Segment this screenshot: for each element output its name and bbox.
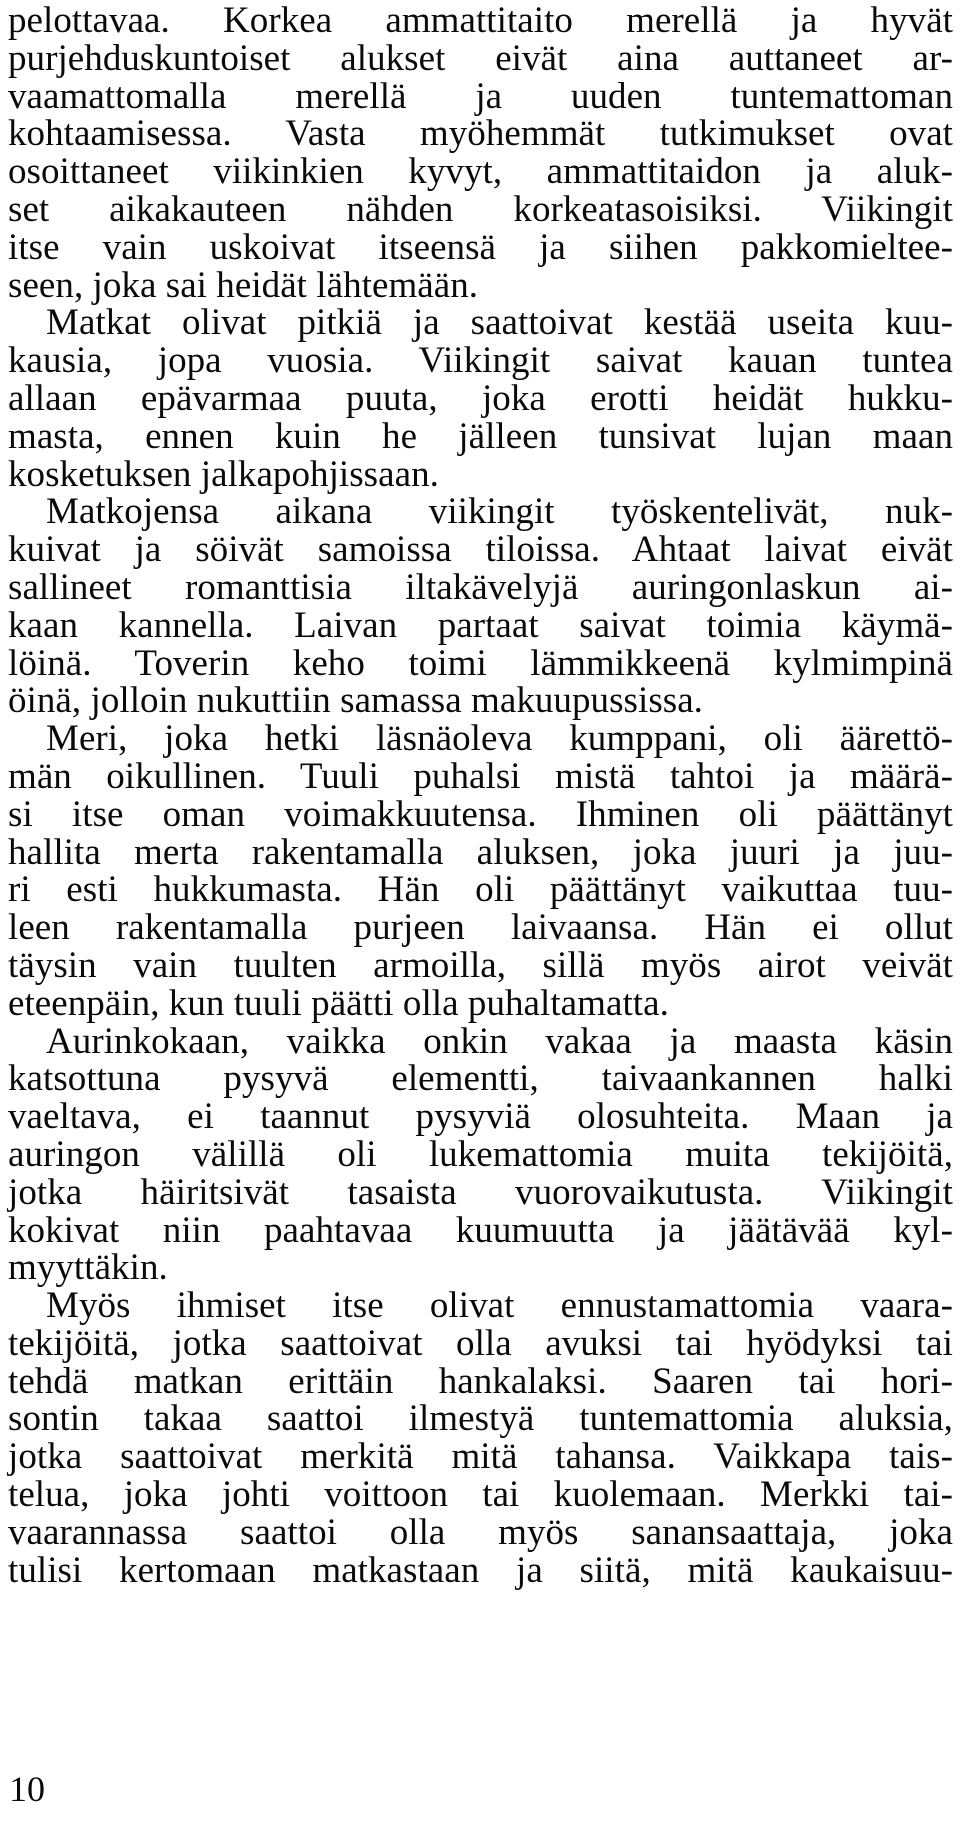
- body-text: [8, 2, 953, 1589]
- text-line: telua, joka johti voittoon tai kuolemaan. Merkki tai-: [8, 1474, 953, 1516]
- text-line: myyttäkin.: [8, 1247, 168, 1289]
- text-line: si itse oman voimakkuutensa. Ihminen oli päättänyt: [8, 793, 953, 835]
- text-line: hallita merta rakentamalla aluksen, joka juuri ja juu-: [8, 831, 953, 873]
- text-line: kuivat ja söivät samoissa tiloissa. Ahtaat laivat eivät: [8, 529, 953, 571]
- text-line: tulisi kertomaan matkastaan ja siitä, mitä kaukaisuu-: [8, 1549, 953, 1591]
- text-line: män oikullinen. Tuuli puhalsi mistä tahtoi ja määrä-: [8, 755, 953, 797]
- text-line: osoittaneet viikinkien kyvyt, ammattitaidon ja aluk-: [8, 151, 953, 193]
- text-line: katsottuna pysyvä elementti, taivaankannen halki: [8, 1058, 953, 1100]
- text-line: kohtaamisessa. Vasta myöhemmät tutkimukset ovat: [8, 113, 953, 155]
- text-line: ri esti hukkumasta. Hän oli päättänyt vaikuttaa tuu-: [8, 869, 953, 911]
- text-line: jotka saattoivat merkitä mitä tahansa. Vaikkapa tais-: [8, 1436, 953, 1478]
- text-line: allaan epävarmaa puuta, joka erotti heidät hukku-: [8, 377, 953, 419]
- text-line: jotka häiritsivät tasaista vuorovaikutusta. Viikingit: [8, 1171, 953, 1213]
- text-line: itse vain uskoivat itseensä ja siihen pakkomieltee-: [8, 226, 953, 268]
- text-line: löinä. Toverin keho toimi lämmikkeenä kylmimpinä: [8, 642, 953, 684]
- text-line: tekijöitä, jotka saattoivat olla avuksi tai hyödyksi tai: [8, 1322, 953, 1364]
- text-line: Aurinkokaan, vaikka onkin vakaa ja maasta käsin: [46, 1020, 953, 1062]
- book-page: [6, 0, 954, 1821]
- text-line: eteenpäin, kun tuuli päätti olla puhaltamatta.: [8, 982, 669, 1024]
- text-line: sallineet romanttisia iltakävelyjä auringonlaskun ai-: [8, 566, 953, 608]
- text-line: Matkojensa aikana viikingit työskentelivät, nuk-: [46, 491, 953, 533]
- text-line: auringon välillä oli lukemattomia muita tekijöitä,: [8, 1133, 953, 1175]
- text-line: set aikakauteen nähden korkeatasoisiksi. Viikingit: [8, 188, 953, 230]
- text-line: täysin vain tuulten armoilla, sillä myös airot veivät: [8, 944, 953, 986]
- text-line: kausia, jopa vuosia. Viikingit saivat kauan tuntea: [8, 340, 953, 382]
- text-line: pelottavaa. Korkea ammattitaito merellä ja hyvät: [8, 0, 953, 41]
- text-line: Myös ihmiset itse olivat ennustamattomia vaara-: [46, 1285, 953, 1327]
- text-line: purjehduskuntoiset alukset eivät aina auttaneet ar-: [8, 37, 953, 79]
- text-line: vaamattomalla merellä ja uuden tuntemattoman: [8, 75, 953, 117]
- text-line: Matkat olivat pitkiä ja saattoivat kestää useita kuu-: [46, 302, 953, 344]
- text-line: kaan kannella. Laivan partaat saivat toimia käymä-: [8, 604, 953, 646]
- text-line: sontin takaa saattoi ilmestyä tuntemattomia aluksia,: [8, 1398, 953, 1440]
- text-line: kosketuksen jalkapohjissaan.: [8, 453, 439, 495]
- text-line: masta, ennen kuin he jälleen tunsivat lujan maan: [8, 415, 953, 457]
- text-line: seen, joka sai heidät lähtemään.: [8, 264, 479, 306]
- text-line: leen rakentamalla purjeen laivaansa. Hän ei ollut: [8, 907, 953, 949]
- text-line: kokivat niin paahtavaa kuumuutta ja jäätävää kyl-: [8, 1209, 953, 1251]
- text-line: öinä, jolloin nukuttiin samassa makuupussissa.: [8, 680, 703, 722]
- text-line: tehdä matkan erittäin hankalaksi. Saaren tai hori-: [8, 1360, 953, 1402]
- text-line: Meri, joka hetki läsnäoleva kumppani, oli äärettö-: [46, 718, 953, 760]
- text-line: vaarannassa saattoi olla myös sanansaattaja, joka: [8, 1511, 953, 1553]
- text-line: vaeltava, ei taannut pysyviä olosuhteita. Maan ja: [8, 1096, 953, 1138]
- page-number: 10: [9, 1769, 45, 1809]
